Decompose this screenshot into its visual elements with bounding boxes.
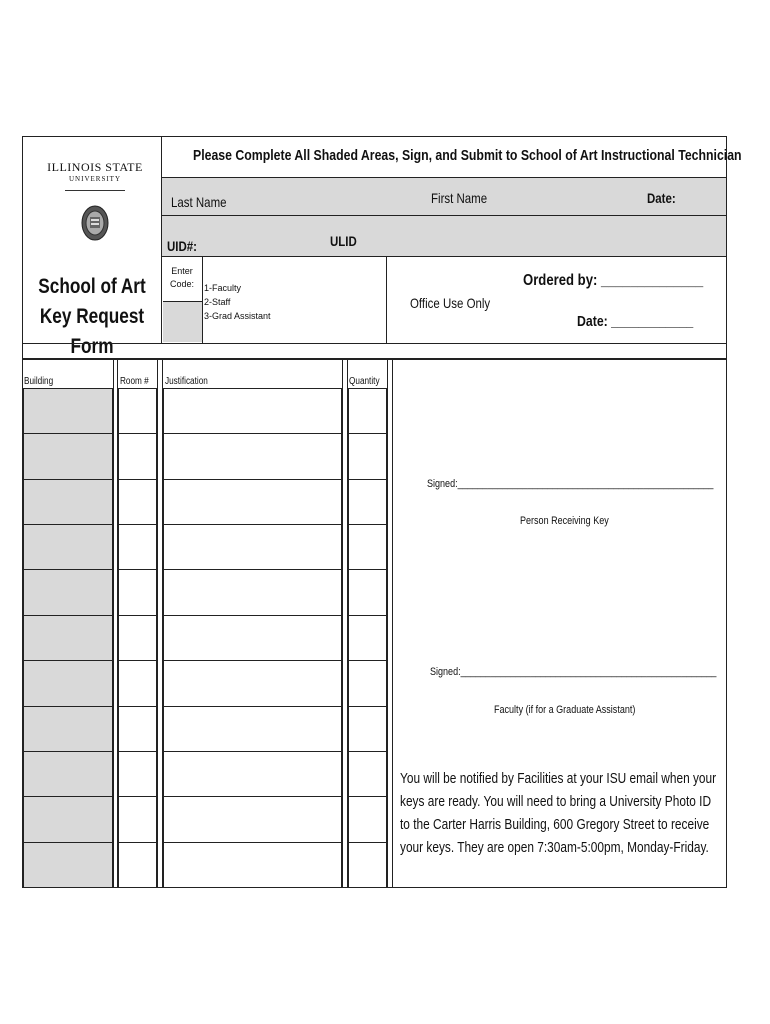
form-title-line-2: Key Request Form <box>39 305 145 358</box>
code-option-grad-assistant: 3-Grad Assistant <box>204 311 271 321</box>
justification-cell[interactable] <box>163 751 342 797</box>
separator-top <box>22 343 727 344</box>
signature-line-faculty[interactable]: Signed:___________________________________________________ <box>430 666 717 678</box>
notice-line-2: keys are ready. You will need to bring a University Photo ID <box>400 794 712 810</box>
room-cell[interactable] <box>118 569 157 615</box>
uid-label: UID#: <box>167 238 197 254</box>
col-room: Room # <box>120 376 149 387</box>
enter-code-label <box>166 265 198 291</box>
logo-line-1: ILLINOIS STATE <box>47 160 143 174</box>
last-name-label: Last Name <box>171 194 227 210</box>
quantity-cell[interactable] <box>348 660 387 706</box>
justification-cell[interactable] <box>163 842 342 888</box>
quantity-cell[interactable] <box>348 569 387 615</box>
building-cell[interactable] <box>23 615 113 661</box>
room-cell[interactable] <box>118 433 157 479</box>
form-title-line-1: School of Art <box>38 275 146 298</box>
university-seal-icon <box>81 204 109 242</box>
first-name-label: First Name <box>431 190 488 206</box>
enter-code-label-1: Enter <box>171 266 193 276</box>
university-logo <box>40 160 150 191</box>
justification-cell[interactable] <box>163 615 342 661</box>
room-cell[interactable] <box>118 479 157 525</box>
ulid-label: ULID <box>330 233 357 249</box>
justification-cell[interactable] <box>163 660 342 706</box>
room-cell[interactable] <box>118 796 157 842</box>
building-cell[interactable] <box>23 569 113 615</box>
building-cell[interactable] <box>23 479 113 525</box>
room-cell[interactable] <box>118 706 157 752</box>
col-justification: Justification <box>165 376 208 387</box>
col-line-1 <box>113 360 114 888</box>
id-row[interactable] <box>162 216 726 257</box>
col-line-5 <box>342 360 343 888</box>
justification-cell[interactable] <box>163 433 342 479</box>
justification-cell[interactable] <box>163 569 342 615</box>
enter-code-label-2: Code: <box>169 279 195 289</box>
building-cell[interactable] <box>23 751 113 797</box>
col-building: Building <box>24 376 54 387</box>
quantity-cell[interactable] <box>348 388 387 434</box>
instructions-header: Please Complete All Shaded Areas, Sign, and Submit to School of Art Instructional Technician <box>193 147 742 164</box>
office-date-text: Date: <box>577 313 608 330</box>
building-cell[interactable] <box>23 433 113 479</box>
justification-cell[interactable] <box>163 706 342 752</box>
building-cell[interactable] <box>23 706 113 752</box>
room-cell[interactable] <box>118 842 157 888</box>
building-cell[interactable] <box>23 524 113 570</box>
building-cell[interactable] <box>23 796 113 842</box>
ordered-by-text: Ordered by: <box>523 272 598 289</box>
col-line-8 <box>392 360 393 888</box>
notice-line-4: your keys. They are open 7:30am-5:00pm, Monday-Friday. <box>400 840 709 856</box>
quantity-cell[interactable] <box>348 796 387 842</box>
justification-cell[interactable] <box>163 388 342 434</box>
quantity-cell[interactable] <box>348 524 387 570</box>
code-option-faculty: 1-Faculty <box>204 283 242 293</box>
col-line-3 <box>157 360 158 888</box>
logo-line-2: UNIVERSITY <box>69 175 121 183</box>
office-divider <box>386 257 387 343</box>
room-cell[interactable] <box>118 615 157 661</box>
room-cell[interactable] <box>118 388 157 434</box>
justification-cell[interactable] <box>163 524 342 570</box>
quantity-cell[interactable] <box>348 751 387 797</box>
notice-line-1: You will be notified by Facilities at your ISU email when your <box>400 771 717 787</box>
room-cell[interactable] <box>118 751 157 797</box>
code-option-staff: 2-Staff <box>204 297 231 307</box>
quantity-cell[interactable] <box>348 706 387 752</box>
signature-caption-receiver: Person Receiving Key <box>520 515 609 527</box>
office-date-line: ____________ <box>611 313 694 330</box>
notice-line-3: to the Carter Harris Building, 600 Gregory Street to receive <box>400 817 710 833</box>
form-title <box>22 272 162 362</box>
justification-cell[interactable] <box>163 796 342 842</box>
ordered-by-label <box>523 272 703 290</box>
col-line-7 <box>387 360 388 888</box>
room-cell[interactable] <box>118 524 157 570</box>
code-divider <box>202 257 203 343</box>
signature-line-receiver[interactable]: Signed:___________________________________________________ <box>427 478 714 490</box>
justification-cell[interactable] <box>163 479 342 525</box>
logo-divider <box>65 190 125 191</box>
date-label: Date: <box>647 190 676 206</box>
quantity-cell[interactable] <box>348 433 387 479</box>
code-input[interactable] <box>163 301 202 342</box>
building-cell[interactable] <box>23 660 113 706</box>
quantity-cell[interactable] <box>348 842 387 888</box>
separator-bottom <box>22 358 727 360</box>
notice-text <box>400 768 716 860</box>
signature-caption-faculty: Faculty (if for a Graduate Assistant) <box>494 704 636 716</box>
building-cell[interactable] <box>23 842 113 888</box>
office-use-label: Office Use Only <box>410 295 491 311</box>
col-quantity: Quantity <box>349 376 380 387</box>
office-date-label <box>577 313 693 330</box>
room-cell[interactable] <box>118 660 157 706</box>
quantity-cell[interactable] <box>348 615 387 661</box>
ordered-by-line: ______________ <box>601 272 704 289</box>
code-options <box>204 281 271 323</box>
quantity-cell[interactable] <box>348 479 387 525</box>
building-cell[interactable] <box>23 388 113 434</box>
